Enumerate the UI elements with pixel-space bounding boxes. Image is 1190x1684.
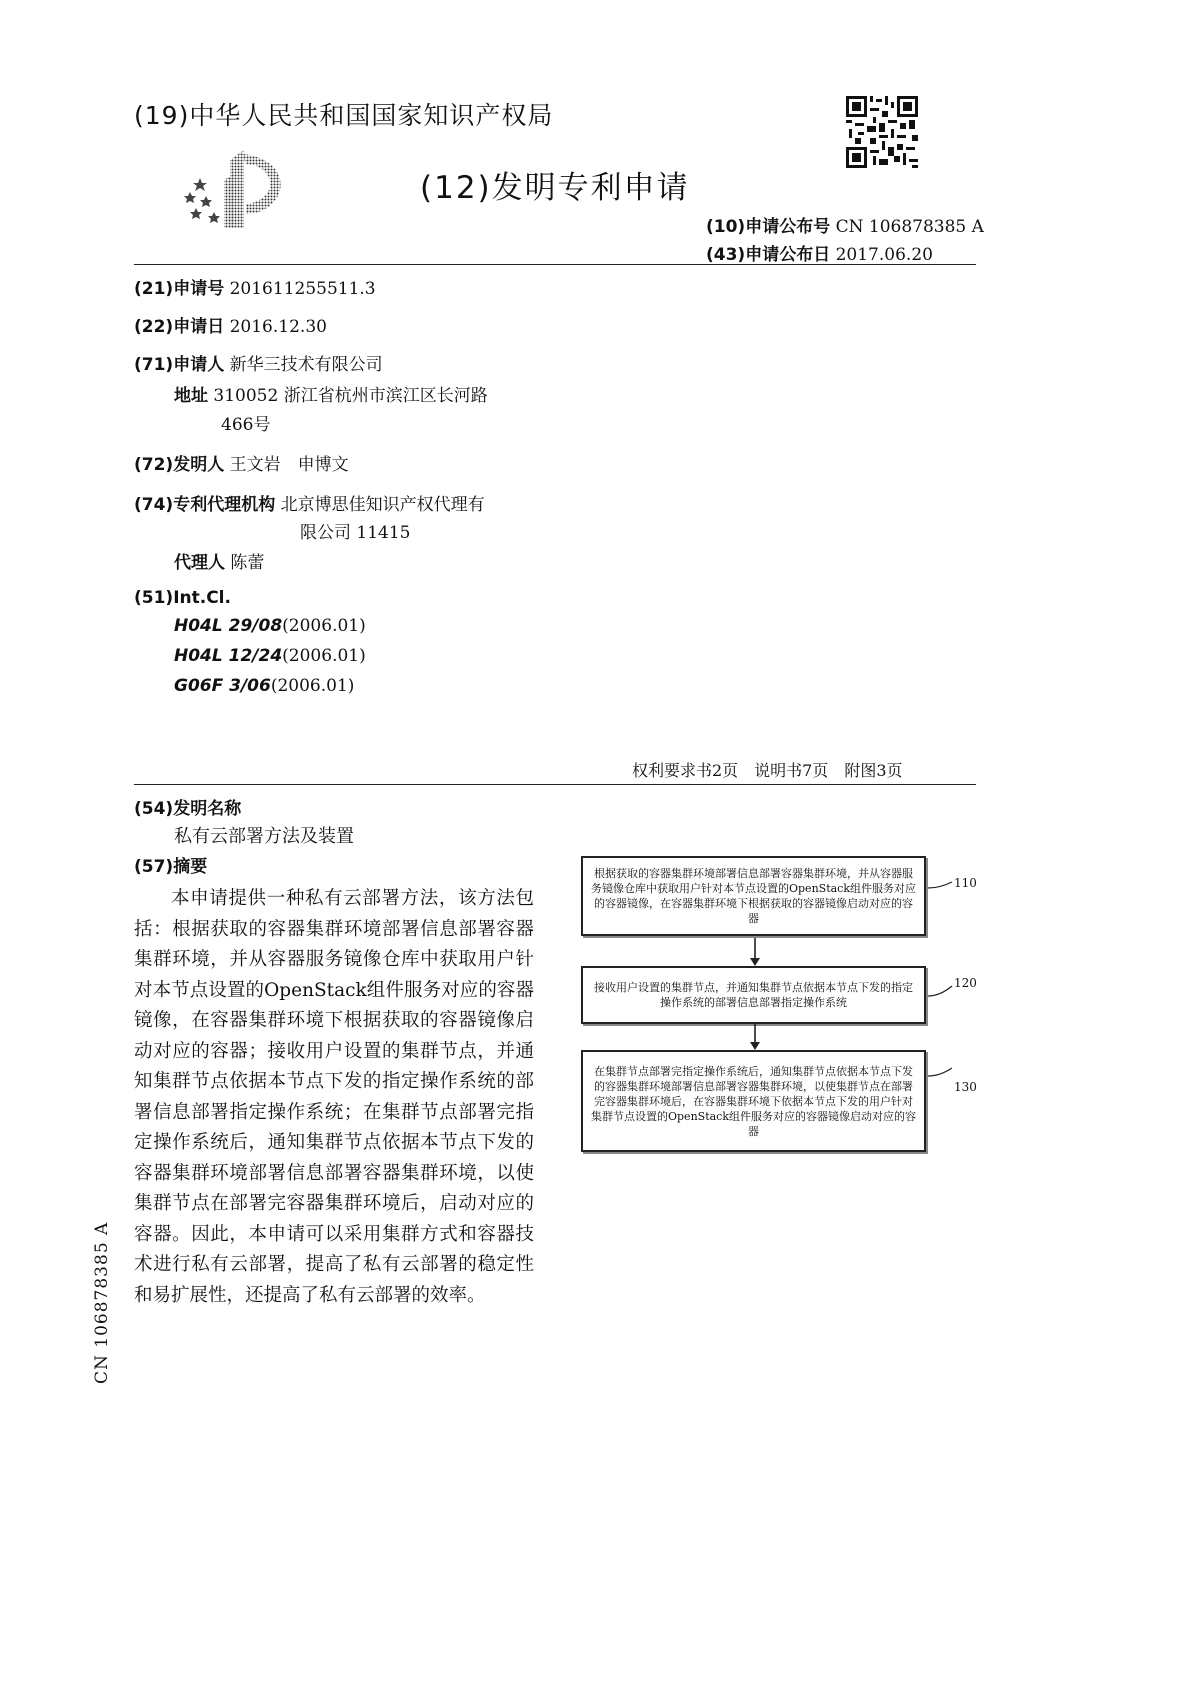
- int-cl-label: [134, 588, 231, 608]
- ipc-code: H04L 29/08: [174, 616, 283, 636]
- abstract-label: [134, 852, 207, 877]
- application-number-value: 201611255511.3: [229, 279, 376, 299]
- agent: [174, 548, 264, 573]
- address-line2: 466号: [221, 415, 271, 435]
- flowchart-arrows: [740, 936, 770, 1052]
- mid-divider: [134, 784, 976, 785]
- address: [174, 381, 488, 406]
- ipc-entry: [174, 676, 354, 696]
- ipc-version: (2006.01): [270, 676, 355, 696]
- patent-agency-line2: 限公司 11415: [300, 523, 411, 543]
- ipc-entry: [174, 646, 366, 666]
- flowchart-step-text: 在集群节点部署完指定操作系统后，通知集群节点依据本节点下发的容器集群环境部署信息部署容器集群环境，以使集群节点在部署完容器集群环境后，在容器集群环境下依据本节点下发的用户针对集群节点设置的OpenStack组件服务对应的容器镜像启动对应的容器: [591, 1064, 916, 1138]
- flowchart-step-130: [581, 1050, 926, 1152]
- filing-date-value: 2016.12.30: [229, 317, 327, 337]
- flowchart-step-110: [581, 856, 926, 936]
- header-divider: [134, 264, 976, 265]
- inventors-value: 王文岩 申博文: [229, 455, 349, 475]
- address-line1: 310052 浙江省杭州市滨江区长河路: [213, 386, 488, 406]
- publication-number-value: CN 106878385 A: [835, 217, 984, 237]
- publication-date-value: 2017.06.20: [835, 245, 933, 265]
- flowchart-step-id: 110: [954, 876, 977, 890]
- flowchart-step-text: 接收用户设置的集群节点，并通知集群节点依据本节点下发的指定操作系统的部署信息部署指定操作系统: [594, 981, 913, 1009]
- document-kind: (12)发明专利申请: [420, 170, 690, 206]
- application-number: [134, 274, 376, 299]
- patent-agency: [134, 490, 485, 515]
- invention-title-label-text: (54)发明名称: [134, 799, 242, 819]
- agent-label: 代理人: [174, 553, 225, 573]
- publication-number: [706, 212, 984, 237]
- int-cl-label-text: (51)Int.Cl.: [134, 588, 231, 608]
- patent-agency-label: (74)专利代理机构: [134, 495, 276, 515]
- qr-code-icon[interactable]: [846, 96, 918, 168]
- ipc-version: (2006.01): [282, 616, 366, 636]
- abstract-text: 本申请提供一种私有云部署方法，该方法包括：根据获取的容器集群环境部署信息部署容器集群环境，并从容器服务镜像仓库中获取用户针对本节点设置的OpenStack组件服务对应的容器镜像，在容器集群环境下根据获取的容器镜像启动对应的容器；接收用户设置的集群节点，并通知集群节点依据本节点下发的指定操作系统的部署信息部署指定操作系统；在集群节点部署完指定操作系统后，通知集群节点依据本节点下发的容器集群环境部署信息部署容器集群环境，以使集群节点在部署完容器集群环境后，启动对应的容器。因此，本申请可以采用集群方式和容器技术进行私有云部署，提高了私有云部署的稳定性和易扩展性，还提高了私有云部署的效率。: [134, 888, 534, 1306]
- abstract-label-text: (57)摘要: [134, 857, 208, 877]
- agent-value: 陈蕾: [230, 553, 265, 573]
- ipc-code: H04L 12/24: [174, 646, 283, 666]
- filing-date: [134, 312, 327, 337]
- side-publication-number: CN 106878385 A: [92, 1221, 112, 1384]
- publication-date: [706, 240, 933, 265]
- cnipa-logo-icon: [180, 150, 290, 232]
- inventors: [134, 450, 349, 475]
- ipc-code: G06F 3/06: [174, 676, 271, 696]
- flowchart-step-id: 130: [954, 1080, 977, 1094]
- invention-title: 私有云部署方法及装置: [174, 826, 354, 847]
- ipc-version: (2006.01): [282, 646, 366, 666]
- invention-title-label: [134, 794, 241, 819]
- ipc-entry: [174, 616, 366, 636]
- patent-agency-line1: 北京博思佳知识产权代理有: [280, 495, 485, 515]
- applicant-label: (71)申请人: [134, 355, 225, 375]
- applicant: [134, 350, 383, 375]
- address-label: 地址: [174, 386, 208, 406]
- flowchart-step-id: 120: [954, 976, 977, 990]
- application-number-label: (21)申请号: [134, 279, 225, 299]
- filing-date-label: (22)申请日: [134, 317, 225, 337]
- publication-date-label: (43)申请公布日: [706, 245, 831, 265]
- inventors-label: (72)发明人: [134, 455, 225, 475]
- page-counts: 权利要求书2页 说明书7页 附图3页: [632, 761, 903, 780]
- flowchart-step-text: 根据获取的容器集群环境部署信息部署容器集群环境，并从容器服务镜像仓库中获取用户针对本节点设置的OpenStack组件服务对应的容器镜像，在容器集群环境下根据获取的容器镜像启动对应的容器: [591, 867, 916, 925]
- applicant-value: 新华三技术有限公司: [229, 355, 383, 375]
- step-leader-lines: [926, 876, 956, 1084]
- office-name: (19)中华人民共和国国家知识产权局: [134, 101, 554, 130]
- publication-number-label: (10)申请公布号: [706, 217, 831, 237]
